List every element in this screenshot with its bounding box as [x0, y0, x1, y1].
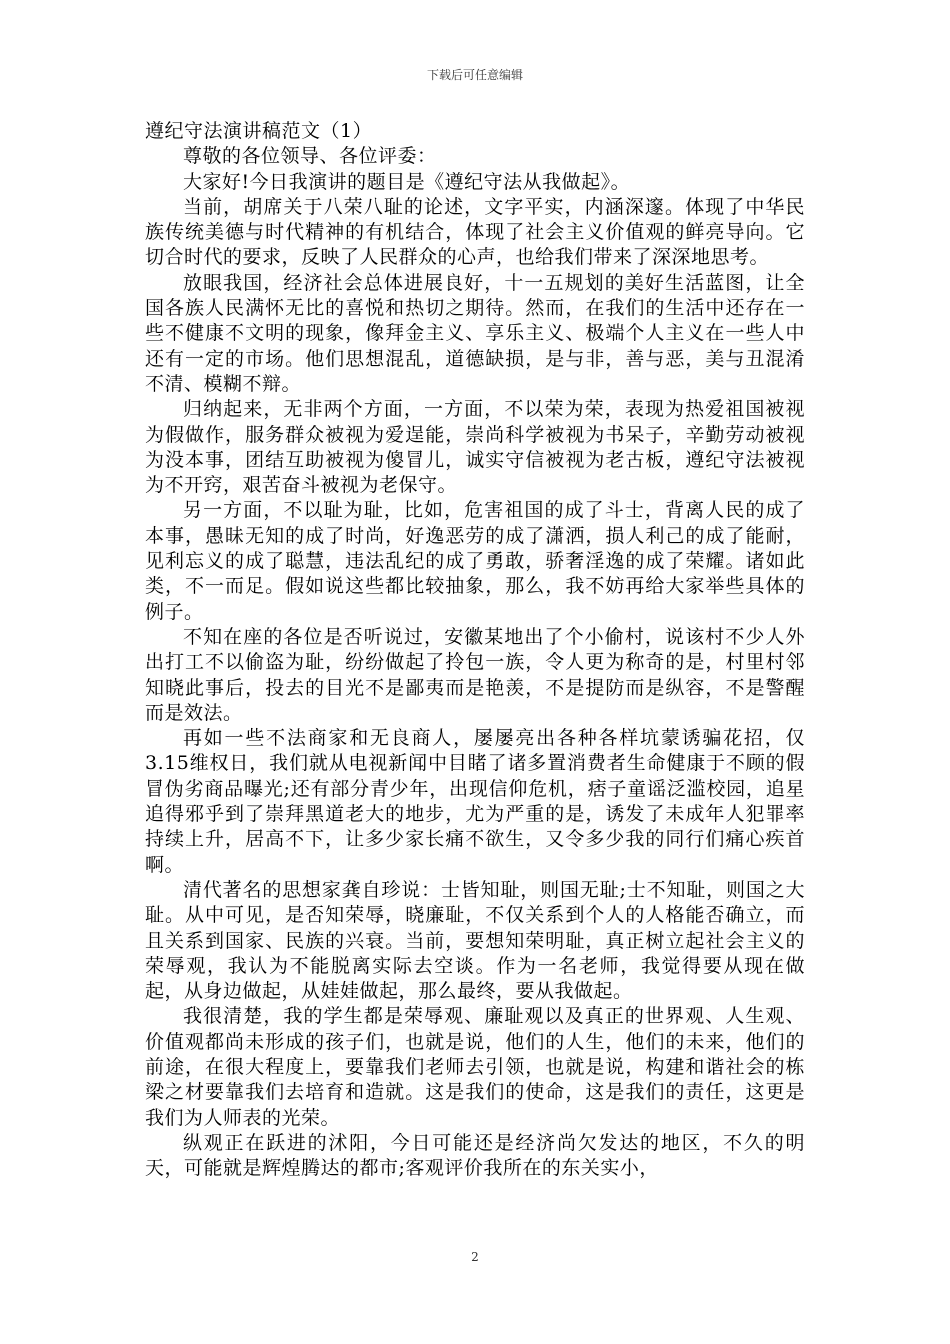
paragraph: 大家好!今日我演讲的题目是《遵纪守法从我做起》。 — [183, 170, 631, 193]
document-title: 遵纪守法演讲稿范文（1） — [145, 120, 373, 142]
page-header-note: 下载后可任意编辑 — [426, 68, 523, 82]
page-number: 2 — [471, 1250, 479, 1264]
paragraph: 清代著名的思想家龚自珍说：士皆知耻，则国无耻;士不知耻，则国之大耻。从中可见，是否知荣辱，晓廉耻，不仅关系到个人的人格能否确立，而且关系到国家、民族的兴衰。当前，要想知荣明耻，真正树立起社会主义的荣辱观，我认为不能脱离实际去空谈。作为一名老师，我觉得要从现在做起，从身边做起，从娃娃做起，那么最终，要从我做起。 — [145, 878, 805, 1003]
paragraph: 归纳起来，无非两个方面，一方面，不以荣为荣，表现为热爱祖国被视为假做作，服务群众被视为爱逞能，崇尚科学被视为书呆子，辛勤劳动被视为没本事，团结互助被视为傻冒儿，诚实守信被视为老古板，遵纪守法被视为不开窍，艰苦奋斗被视为老保守。 — [145, 398, 805, 497]
paragraph: 我很清楚，我的学生都是荣辱观、廉耻观以及真正的世界观、人生观、价值观都尚未形成的孩子们，也就是说，他们的人生，他们的未来，他们的前途，在很大程度上，要靠我们老师去引领，也就是说，构建和谐社会的栋梁之材要靠我们去培育和造就。这是我们的使命，这是我们的责任，这更是我们为人师表的光荣。 — [145, 1005, 805, 1129]
paragraph: 尊敬的各位领导、各位评委： — [183, 145, 437, 168]
document-body — [145, 119, 805, 1181]
paragraph: 不知在座的各位是否听说过，安徽某地出了个小偷村，说该村不少人外出打工不以偷盗为耻，纷纷做起了拎包一族，令人更为称奇的是，村里村邻知晓此事后，投去的目光不是鄙夷而是艳羡，不是提防而是纵容，不是警醒而是效法。 — [145, 625, 805, 724]
paragraph: 再如一些不法商家和无良商人，屡屡亮出各种各样坑蒙诱骗花招，仅3.15维权日，我们就从电视新闻中目睹了诸多置消费者生命健康于不顾的假冒伪劣商品曝光;还有部分青少年，出现信仰危机，痞子童谣泛滥校园，追星追得邪乎到了崇拜黑道老大的地步，尤为严重的是，诱发了未成年人犯罪率持续上升，居高不下，让多少家长痛不欲生，又令多少我的同行们痛心疾首啊。 — [145, 727, 805, 876]
paragraph: 放眼我国，经济社会总体进展良好，十一五规划的美好生活蓝图，让全国各族人民满怀无比的喜悦和热切之期待。然而，在我们的生活中还存在一些不健康不文明的现象，像拜金主义、享乐主义、极端个人主义在一些人中还有一定的市场。他们思想混乱，道德缺损，是与非，善与恶，美与丑混淆不清、模糊不辩。 — [145, 271, 805, 395]
paragraph: 纵观正在跃进的沭阳，今日可能还是经济尚欠发达的地区，不久的明天，可能就是辉煌腾达的都市;客观评价我所在的东关实小， — [145, 1131, 805, 1180]
paragraph: 另一方面，不以耻为耻，比如，危害祖国的成了斗士，背离人民的成了本事，愚昧无知的成了时尚，好逸恶劳的成了潇洒，损人利己的成了能耐，见利忘义的成了聪慧，违法乱纪的成了勇敢，骄奢淫逸的成了荣耀。诸如此类，不一而足。假如说这些都比较抽象，那么，我不妨再给大家举些具体的例子。 — [145, 499, 805, 623]
paragraph: 当前，胡席关于八荣八耻的论述，文字平实，内涵深邃。体现了中华民族传统美德与时代精神的有机结合，体现了社会主义价值观的鲜亮导向。它切合时代的要求，反映了人民群众的心声，也给我们带来了深深地思考。 — [145, 195, 805, 269]
